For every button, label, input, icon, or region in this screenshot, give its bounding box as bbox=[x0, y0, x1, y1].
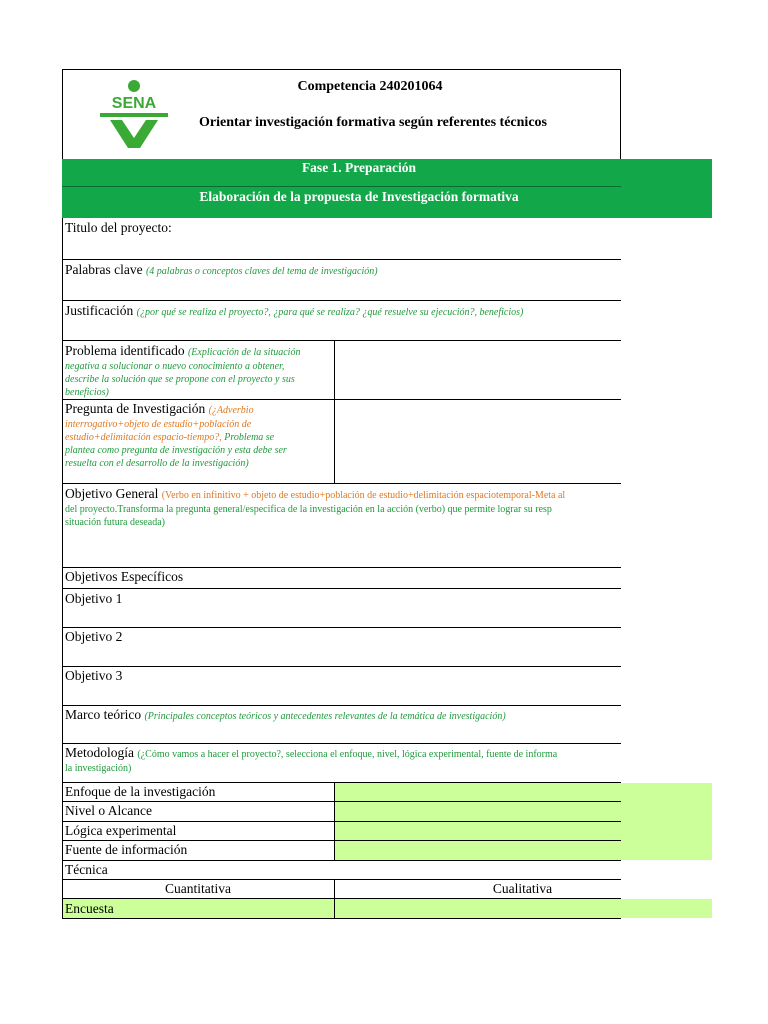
objetivo-1-label: Objetivo 1 bbox=[65, 591, 123, 606]
competencia-title: Competencia 240201064 bbox=[297, 79, 443, 94]
metodologia-note-2: la investigación) bbox=[65, 763, 132, 774]
fuente-label: Fuente de información bbox=[65, 842, 188, 857]
metodologia-cell bbox=[65, 745, 620, 775]
logo-text: SENA bbox=[111, 95, 157, 112]
competencia-subtitle: Orientar investigación formativa según referentes técnicos bbox=[199, 115, 547, 130]
pregunta-note-3: estudio+delimitación espacio-tiempo?, bbox=[65, 432, 222, 443]
justificacion-row bbox=[65, 303, 523, 321]
enfoque-label: Enfoque de la investigación bbox=[65, 784, 216, 799]
problema-cell bbox=[65, 343, 333, 399]
elaboracion-band bbox=[62, 187, 712, 218]
objetivo-general-note-2: del proyecto.Transforma la pregunta general/especifica de la investigación en la acción (verbo) que permite lograr su resp bbox=[65, 504, 552, 515]
elaboracion-band-label: Elaboración de la propuesta de Investigación formativa bbox=[199, 189, 519, 204]
problema-note-1: (Explicación de la situación bbox=[187, 347, 301, 358]
encuesta-label: Encuesta bbox=[65, 901, 114, 916]
marco-teorico-label: Marco teórico bbox=[65, 707, 142, 722]
objetivo-general-note-1: (Verbo en infinitivo + objeto de estudio+población de estudio+delimitación espaciotemporal-Meta al bbox=[161, 490, 566, 501]
sena-logo bbox=[96, 78, 172, 152]
fase-band-label: Fase 1. Preparación bbox=[301, 160, 417, 175]
pregunta-note-5: resuelta con el desarrollo de la investigación) bbox=[65, 458, 249, 469]
problema-note-3: describe la solución que se propone con el proyecto y sus bbox=[65, 374, 295, 385]
pregunta-label: Pregunta de Investigación bbox=[65, 401, 206, 416]
cualitativa-header: Cualitativa bbox=[492, 881, 553, 896]
metodologia-label: Metodología bbox=[65, 745, 134, 760]
objetivo-general-label: Objetivo General bbox=[65, 486, 159, 501]
pregunta-note-3b: Problema se bbox=[224, 432, 275, 443]
tecnica-label: Técnica bbox=[65, 862, 108, 877]
marco-teorico-row bbox=[65, 707, 506, 725]
problema-label: Problema identificado bbox=[65, 343, 185, 358]
palabras-clave-note: (4 palabras o conceptos claves del tema de investigación) bbox=[145, 266, 378, 277]
justificacion-note: (¿por qué se realiza el proyecto?, ¿para qué se realiza? ¿qué resuelve su ejecución?, beneficios) bbox=[136, 307, 524, 318]
objetivos-especificos-label: Objetivos Específicos bbox=[65, 569, 184, 584]
sena-logo-icon bbox=[96, 78, 172, 152]
fase-band bbox=[62, 159, 712, 187]
problema-note-2: negativa a solucionar o nuevo conocimiento a obtener, bbox=[65, 361, 285, 372]
titulo-label: Titulo del proyecto: bbox=[65, 220, 172, 235]
pregunta-note-4: plantea como pregunta de investigación y esta debe ser bbox=[65, 445, 287, 456]
palabras-clave-row bbox=[65, 262, 378, 280]
objetivo-3-label: Objetivo 3 bbox=[65, 668, 123, 683]
encuesta-cualitativa-cell[interactable] bbox=[335, 899, 712, 918]
cuantitativa-header: Cuantitativa bbox=[165, 881, 231, 896]
pregunta-note-1: (¿Adverbio bbox=[208, 405, 254, 416]
objetivo-2-label: Objetivo 2 bbox=[65, 629, 123, 644]
objetivo-general-cell bbox=[65, 486, 620, 529]
pregunta-cell bbox=[65, 401, 333, 470]
logica-label: Lógica experimental bbox=[65, 823, 177, 838]
problema-note-4: beneficios) bbox=[65, 387, 109, 398]
palabras-clave-label: Palabras clave bbox=[65, 262, 143, 277]
marco-teorico-note: (Principales conceptos teóricos y antecedentes relevantes de la temática de investigación) bbox=[144, 711, 506, 722]
nivel-label: Nivel o Alcance bbox=[65, 803, 152, 818]
pregunta-note-2: interrogativo+objeto de estudio+población de bbox=[65, 419, 252, 430]
justificacion-label: Justificación bbox=[65, 303, 134, 318]
metodologia-note-1: (¿Cómo vamos a hacer el proyecto?, selecciona el enfoque, nivel, lógica experimental, fuente de informa bbox=[137, 749, 558, 760]
objetivo-general-note-3: situación futura deseada) bbox=[65, 517, 165, 528]
